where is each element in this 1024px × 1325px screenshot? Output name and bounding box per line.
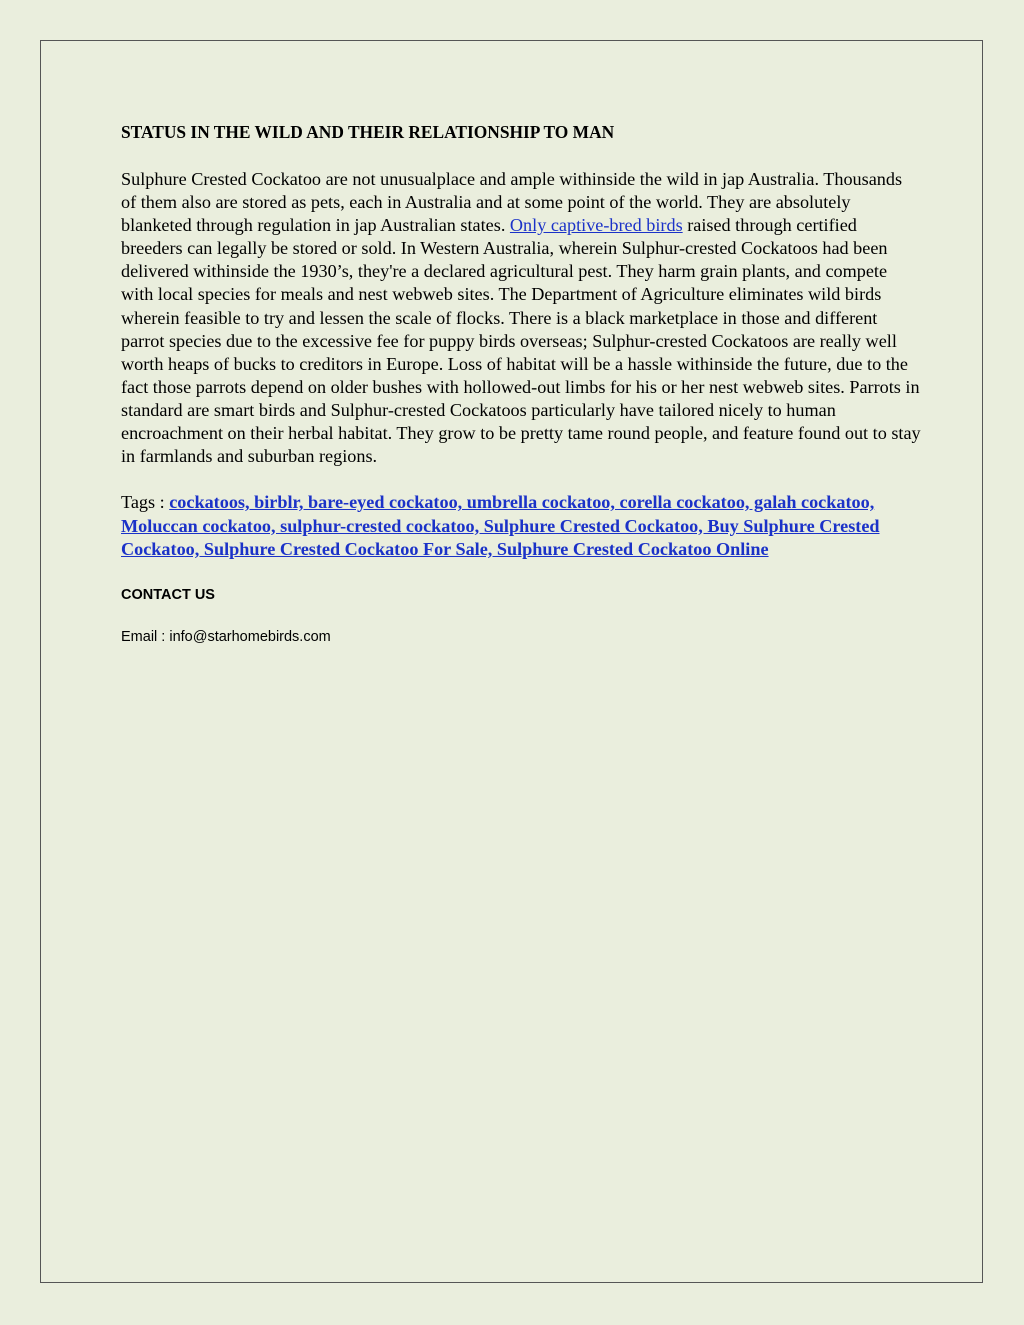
section-heading: STATUS IN THE WILD AND THEIR RELATIONSHIP TO MAN — [121, 122, 615, 142]
body-paragraph — [121, 168, 921, 468]
captive-bred-birds-link[interactable]: Only captive-bred birds — [509, 215, 683, 236]
email-line: Email : info@starhomebirds.com — [121, 629, 331, 646]
tags-link[interactable]: cockatoos, birblr, bare-eyed cockatoo, umbrella cockatoo, corella cockatoo, galah cockatoo, Moluccan cockatoo, sulphur-crested cockatoo, Sulphure Crested Cockatoo, Buy Sulphure Crested Cockatoo, Sulphure Crested Cockatoo For Sale, Sulphure Crested Cockatoo Online — [121, 492, 880, 559]
tags-paragraph — [121, 491, 921, 561]
document-content — [121, 120, 921, 647]
contact-heading: CONTACT US — [121, 587, 215, 604]
paragraph-text-start: Sulphure Crested Cockatoo are not unusualplace and ample withinside the wild in jap Australia. Thousands of them also are stored as pets, each in Australia and at some point of the world. They are absolutely blanketed through regulation in jap Australian states. — [121, 169, 903, 236]
paragraph-text-end: raised through certified breeders can legally be stored or sold. In Western Australia, wherein Sulphur-crested Cockatoos had been delivered withinside the 1930’s, they're a declared agricultural pest. They harm grain plants, and compete with local species for meals and nest webweb sites. The Department of Agriculture eliminates wild birds wherein feasible to try and lessen the scale of flocks. There is a black marketplace in those and different parrot species due to the excessive fee for puppy birds overseas; Sulphur-crested Cockatoos are really well worth heaps of bucks to creditors in Europe. Loss of habitat will be a hassle withinside the future, due to the fact those parrots depend on older bushes with hollowed-out limbs for his or her nest webweb sites. Parrots in standard are smart birds and Sulphur-crested Cockatoos particularly have tailored nicely to human encroachment on their herbal habitat. They grow to be pretty tame round people, and feature found out to stay in farmlands and suburban regions. — [121, 215, 921, 467]
tags-label: Tags : — [121, 492, 170, 513]
